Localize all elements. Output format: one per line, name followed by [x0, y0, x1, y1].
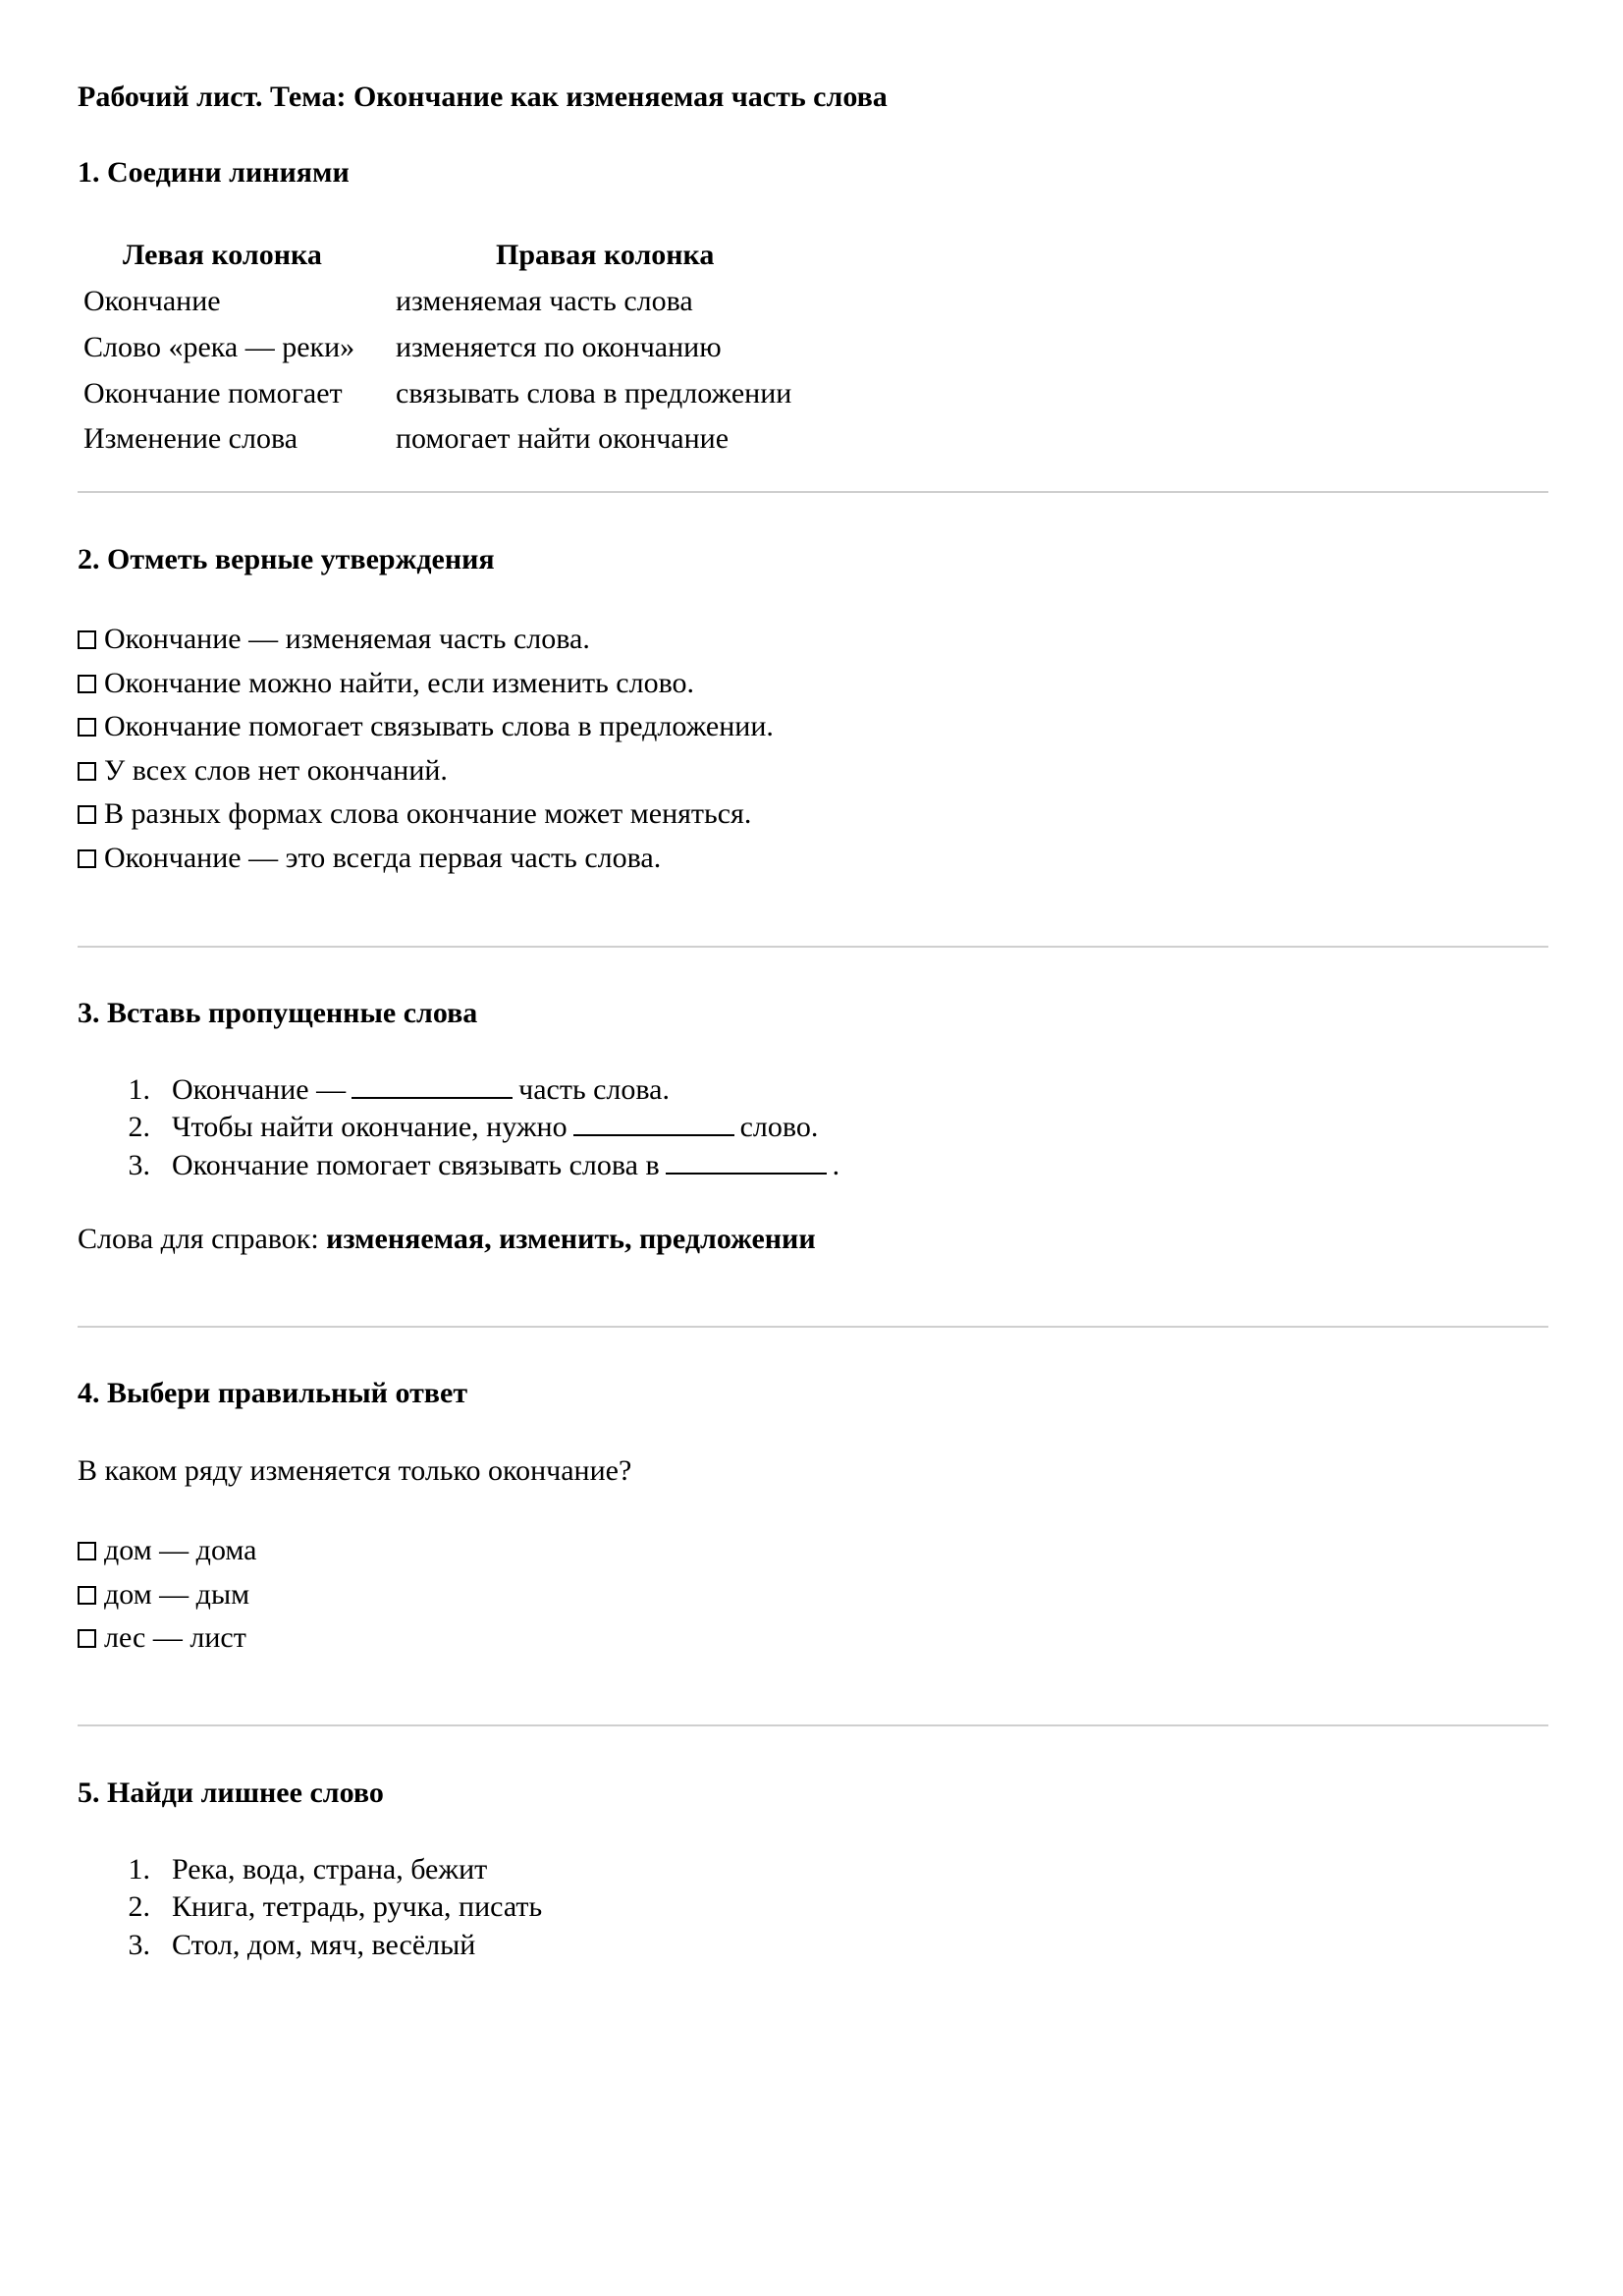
- checklist-item[interactable]: [78, 623, 590, 656]
- section4-heading: 4. Выбери правильный ответ: [78, 1377, 468, 1409]
- list-item: [101, 1890, 542, 1924]
- checklist-item[interactable]: [78, 710, 774, 743]
- list-number: 2.: [128, 1111, 150, 1143]
- fill-in-text-before: Окончание помогает связывать слова в: [172, 1149, 660, 1181]
- checklist-item[interactable]: [78, 754, 448, 788]
- hint-label: Слова для справок:: [78, 1223, 319, 1255]
- column-header-left: Левая колонка: [123, 239, 322, 271]
- page-title: Рабочий лист. Тема: Окончание как изменяемая часть слова: [78, 81, 888, 113]
- section5-heading: 5. Найди лишнее слово: [78, 1777, 384, 1809]
- answer-blank[interactable]: [352, 1075, 513, 1099]
- section-divider: [78, 946, 1548, 948]
- fill-in-item: [101, 1149, 839, 1182]
- checklist-item-label: Окончание можно найти, если изменить слово.: [104, 667, 695, 699]
- question-text: В каком ряду изменяется только окончание?: [78, 1454, 632, 1487]
- list-number: 1.: [128, 1853, 150, 1886]
- answer-option[interactable]: [78, 1578, 249, 1612]
- fill-in-text-before: Чтобы найти окончание, нужно: [172, 1111, 568, 1143]
- hint-words: изменяемая, изменить, предложении: [326, 1223, 816, 1255]
- section-divider: [78, 491, 1548, 493]
- answer-option[interactable]: [78, 1534, 256, 1567]
- checkbox-icon[interactable]: [78, 1542, 96, 1560]
- answer-blank[interactable]: [573, 1113, 734, 1136]
- checklist-item-label: Окончание — изменяемая часть слова.: [104, 623, 590, 655]
- list-item-text: Стол, дом, мяч, весёлый: [172, 1929, 476, 1961]
- answer-option-label: дом — дым: [104, 1578, 250, 1611]
- answer-option[interactable]: [78, 1621, 246, 1655]
- checklist-item-label: Окончание — это всегда первая часть слова.: [104, 842, 662, 874]
- section1-heading: 1. Соедини линиями: [78, 156, 350, 189]
- checklist-item[interactable]: [78, 842, 661, 875]
- fill-in-text-after: .: [832, 1149, 840, 1181]
- list-number: 2.: [128, 1890, 150, 1923]
- list-item: [101, 1929, 475, 1962]
- checkbox-icon[interactable]: [78, 630, 96, 649]
- list-item-text: Книга, тетрадь, ручка, писать: [172, 1890, 543, 1923]
- checkbox-icon[interactable]: [78, 849, 96, 868]
- checklist-item[interactable]: [78, 797, 751, 831]
- checklist-item-label: Окончание помогает связывать слова в предложении.: [104, 710, 774, 742]
- checkbox-icon[interactable]: [78, 675, 96, 693]
- match-left-item: Окончание: [83, 285, 221, 317]
- checkbox-icon[interactable]: [78, 762, 96, 781]
- hint-line: [78, 1223, 816, 1256]
- checkbox-icon[interactable]: [78, 1629, 96, 1648]
- match-left-item: Изменение слова: [83, 422, 298, 455]
- column-header-right: Правая колонка: [496, 239, 715, 271]
- section3-heading: 3. Вставь пропущенные слова: [78, 997, 478, 1029]
- fill-in-item: [101, 1073, 670, 1107]
- checklist-item-label: У всех слов нет окончаний.: [104, 754, 448, 787]
- section-divider: [78, 1724, 1548, 1726]
- match-left-item: Слово «река — реки»: [83, 331, 355, 363]
- checkbox-icon[interactable]: [78, 718, 96, 737]
- match-right-item: изменяемая часть слова: [396, 285, 693, 317]
- list-number: 1.: [128, 1073, 150, 1106]
- match-right-item: связывать слова в предложении: [396, 377, 792, 410]
- fill-in-text-after: часть слова.: [518, 1073, 670, 1106]
- answer-blank[interactable]: [666, 1151, 827, 1175]
- list-number: 3.: [128, 1929, 150, 1961]
- checkbox-icon[interactable]: [78, 1586, 96, 1605]
- answer-option-label: дом — дома: [104, 1534, 257, 1566]
- fill-in-text-after: слово.: [739, 1111, 819, 1143]
- checklist-item[interactable]: [78, 667, 694, 700]
- match-left-item: Окончание помогает: [83, 377, 343, 410]
- section2-heading: 2. Отметь верные утверждения: [78, 543, 495, 575]
- checklist-item-label: В разных формах слова окончание может меняться.: [104, 797, 752, 830]
- match-right-item: помогает найти окончание: [396, 422, 730, 455]
- fill-in-item: [101, 1111, 818, 1144]
- list-item-text: Река, вода, страна, бежит: [172, 1853, 488, 1886]
- answer-option-label: лес — лист: [104, 1621, 246, 1654]
- list-item: [101, 1853, 487, 1886]
- section-divider: [78, 1326, 1548, 1328]
- match-right-item: изменяется по окончанию: [396, 331, 722, 363]
- checkbox-icon[interactable]: [78, 805, 96, 824]
- list-number: 3.: [128, 1149, 150, 1181]
- fill-in-text-before: Окончание —: [172, 1073, 347, 1106]
